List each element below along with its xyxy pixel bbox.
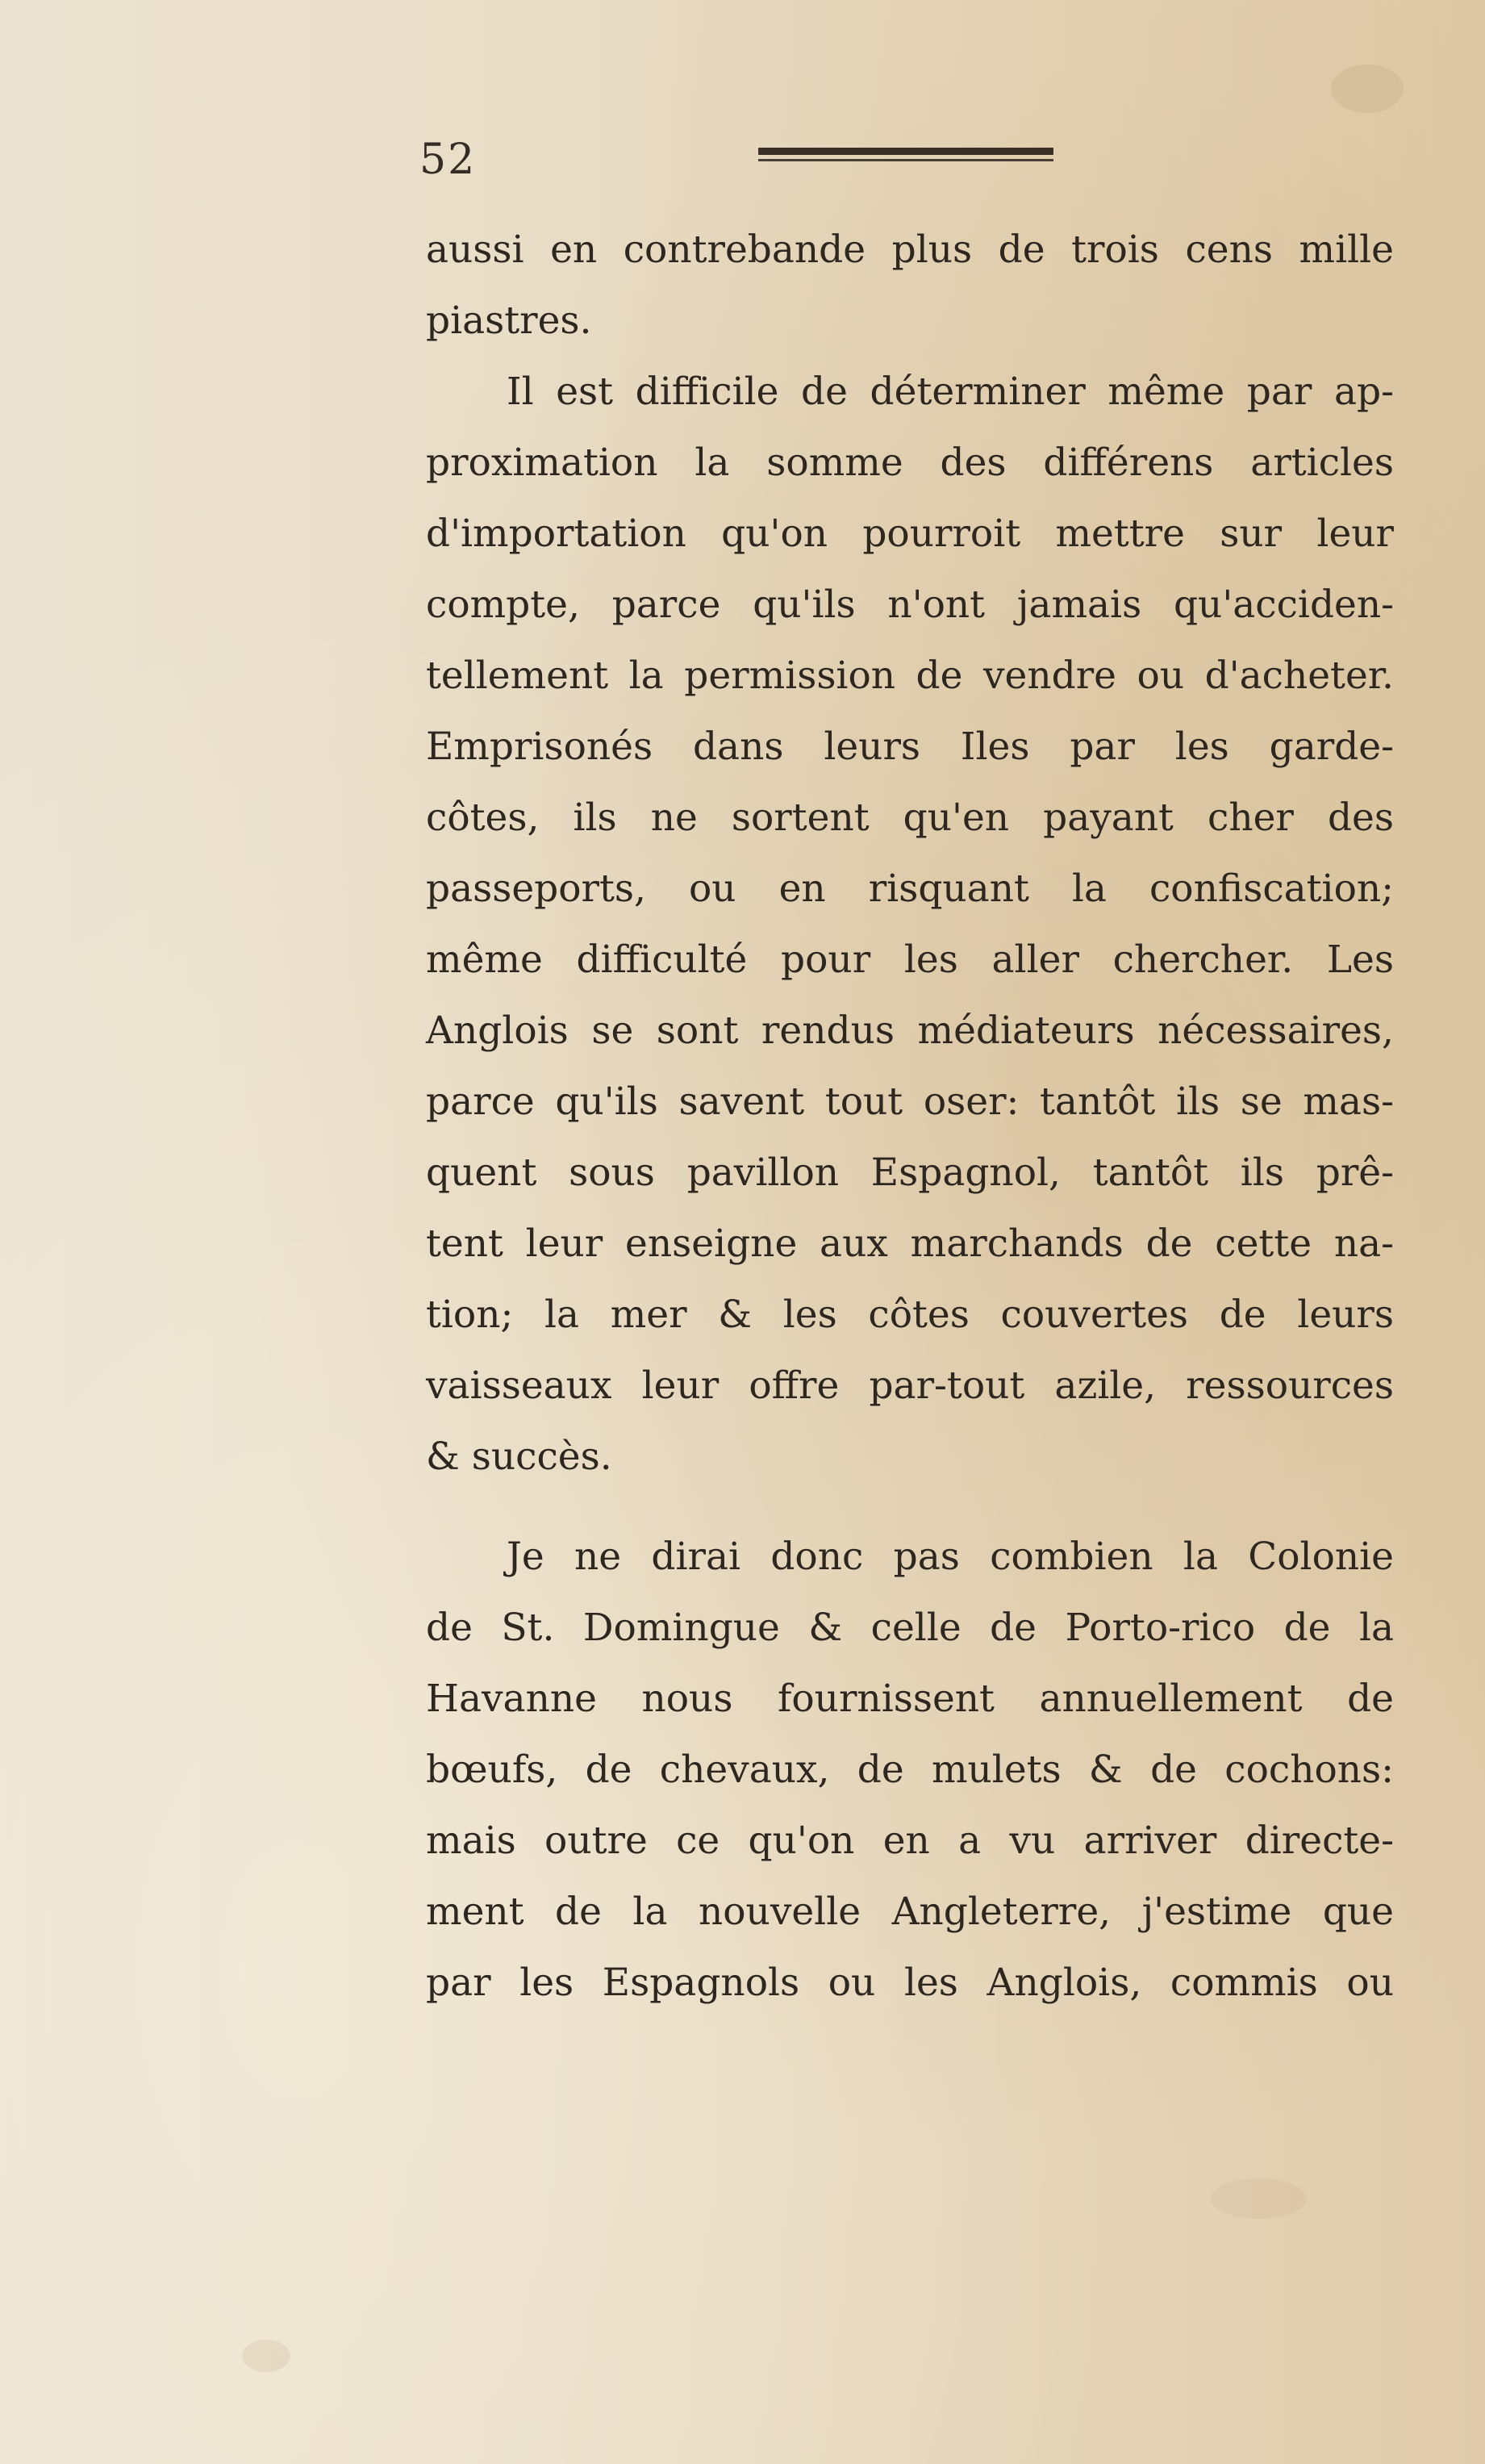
text-line: vaisseaux leur offre par-tout azile, ressources	[426, 1364, 1394, 1408]
text-line: Emprisonés dans leurs Iles par les garde-	[426, 725, 1394, 769]
text-line: compte, parce qu'ils n'ont jamais qu'acciden-	[426, 583, 1394, 627]
text-line: même difficulté pour les aller chercher. Les	[426, 938, 1394, 982]
paper-stain	[1210, 2178, 1307, 2219]
text-line: Anglois se sont rendus médiateurs nécessaires,	[426, 1009, 1394, 1053]
header-rule	[758, 148, 1053, 165]
paper-stain	[242, 2340, 290, 2372]
text-line: ment de la nouvelle Angleterre, j'estime que	[426, 1890, 1394, 1934]
text-line: passeports, ou en risquant la confiscation;	[426, 867, 1394, 911]
text-line: côtes, ils ne sortent qu'en payant cher des	[426, 796, 1394, 840]
text-line: Il est difficile de déterminer même par ap-	[507, 370, 1394, 414]
text-line: tent leur enseigne aux marchands de cette na-	[426, 1222, 1394, 1266]
text-line: d'importation qu'on pourroit mettre sur leur	[426, 512, 1394, 556]
paper-stain	[1331, 65, 1404, 113]
text-line: bœufs, de chevaux, de mulets & de cochons:	[426, 1748, 1394, 1792]
header-rule-thick	[758, 148, 1053, 155]
text-line: tion; la mer & les côtes couvertes de leurs	[426, 1293, 1394, 1337]
text-line: mais outre ce qu'on en a vu arriver directe-	[426, 1819, 1394, 1863]
text-line: de St. Domingue & celle de Porto-rico de la	[426, 1606, 1394, 1650]
header-rule-thin	[758, 159, 1053, 161]
text-line: Havanne nous fournissent annuellement de	[426, 1677, 1394, 1721]
text-line: & succès.	[426, 1435, 612, 1479]
text-line: piastres.	[426, 299, 592, 343]
text-line: tellement la permission de vendre ou d'acheter.	[426, 654, 1394, 698]
text-line: Je ne dirai donc pas combien la Colonie	[507, 1535, 1394, 1579]
text-line: proximation la somme des différens articles	[426, 441, 1394, 485]
text-line: aussi en contrebande plus de trois cens mille	[426, 228, 1394, 272]
text-line: quent sous pavillon Espagnol, tantôt ils prê-	[426, 1151, 1394, 1195]
page-number: 52	[419, 136, 477, 184]
text-line: par les Espagnols ou les Anglois, commis ou	[426, 1961, 1394, 2005]
text-line: parce qu'ils savent tout oser: tantôt ils se mas-	[426, 1080, 1394, 1124]
